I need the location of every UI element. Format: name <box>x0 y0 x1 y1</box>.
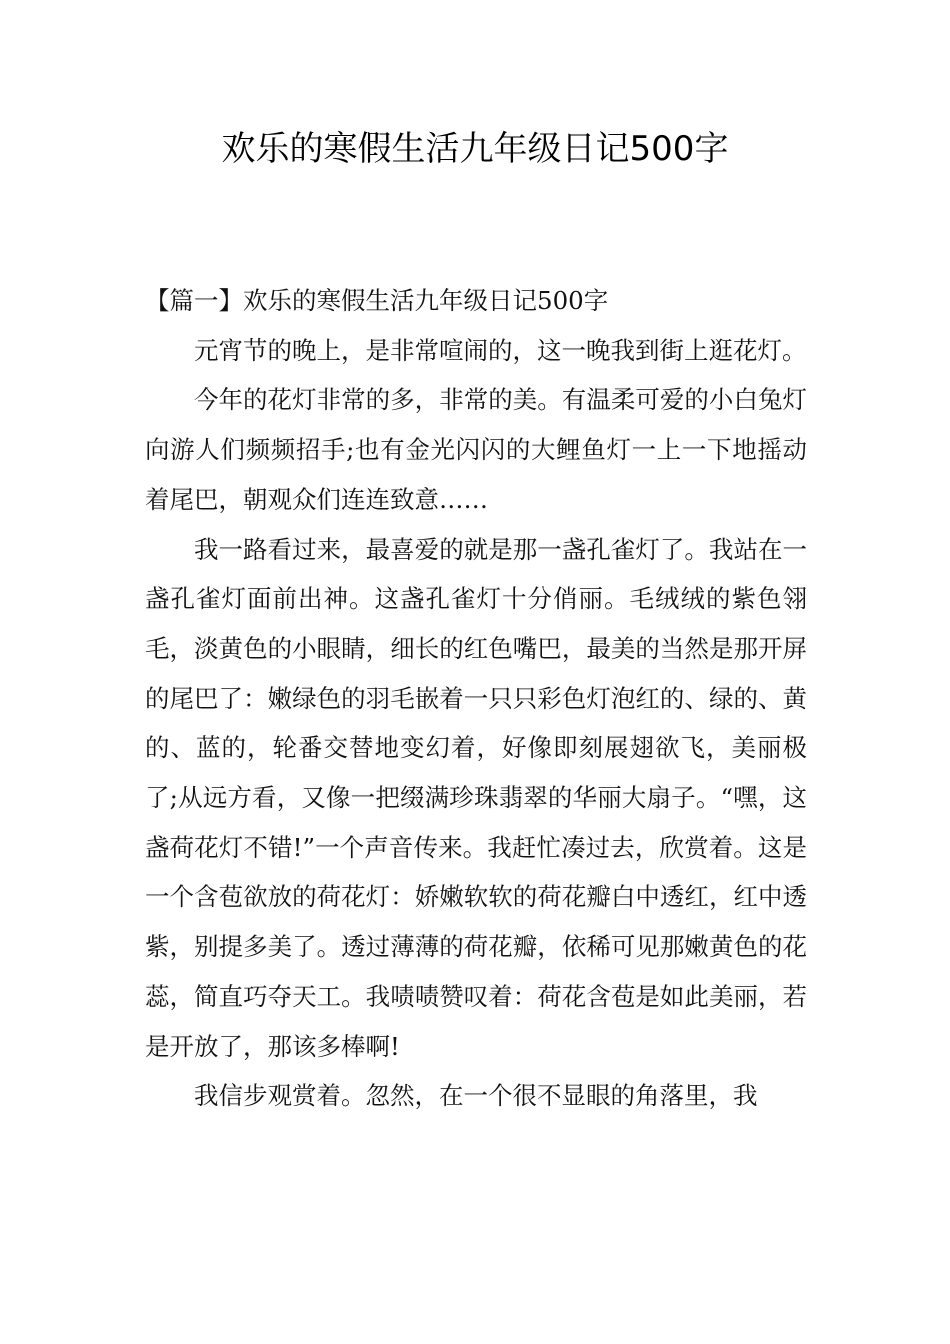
paragraph-3: 我一路看过来，最喜爱的就是那一盏孔雀灯了。我站在一盏孔雀灯面前出神。这盏孔雀灯十分俏丽。毛绒绒的紫色翎毛，淡黄色的小眼睛，细长的红色嘴巴，最美的当然是那开屏的尾巴了：嫩绿色的羽毛嵌着一只只彩色灯泡红的、绿的、黄的、蓝的，轮番交替地变幻着，好像即刻展翅欲飞，美丽极了;从远方看，又像一把缀满珍珠翡翠的华丽大扇子。“嘿，这盏荷花灯不错!”一个声音传来。我赶忙凑过去，欣赏着。这是一个含苞欲放的荷花灯：娇嫩软软的荷花瓣白中透红，红中透紫，别提多美了。透过薄薄的荷花瓣，依稀可见那嫩黄色的花蕊，简直巧夺天工。我啧啧赞叹着：荷花含苞是如此美丽，若是开放了，那该多棒啊! <box>145 534 807 1061</box>
section-heading: 【篇一】欢乐的寒假生活九年级日记500字 <box>145 286 609 315</box>
paragraph-1: 元宵节的晚上，是非常喧闹的，这一晚我到街上逛花灯。 <box>194 335 807 365</box>
paragraph-4: 我信步观赏着。忽然，在一个很不显眼的角落里，我 <box>194 1081 758 1111</box>
document-body <box>145 276 807 1121</box>
paragraph-2: 今年的花灯非常的多，非常的美。有温柔可爱的小白兔灯向游人们频频招手;也有金光闪闪的大鲤鱼灯一上一下地摇动着尾巴，朝观众们连连致意…… <box>145 385 807 514</box>
document-title: 欢乐的寒假生活九年级日记500字 <box>221 129 729 169</box>
